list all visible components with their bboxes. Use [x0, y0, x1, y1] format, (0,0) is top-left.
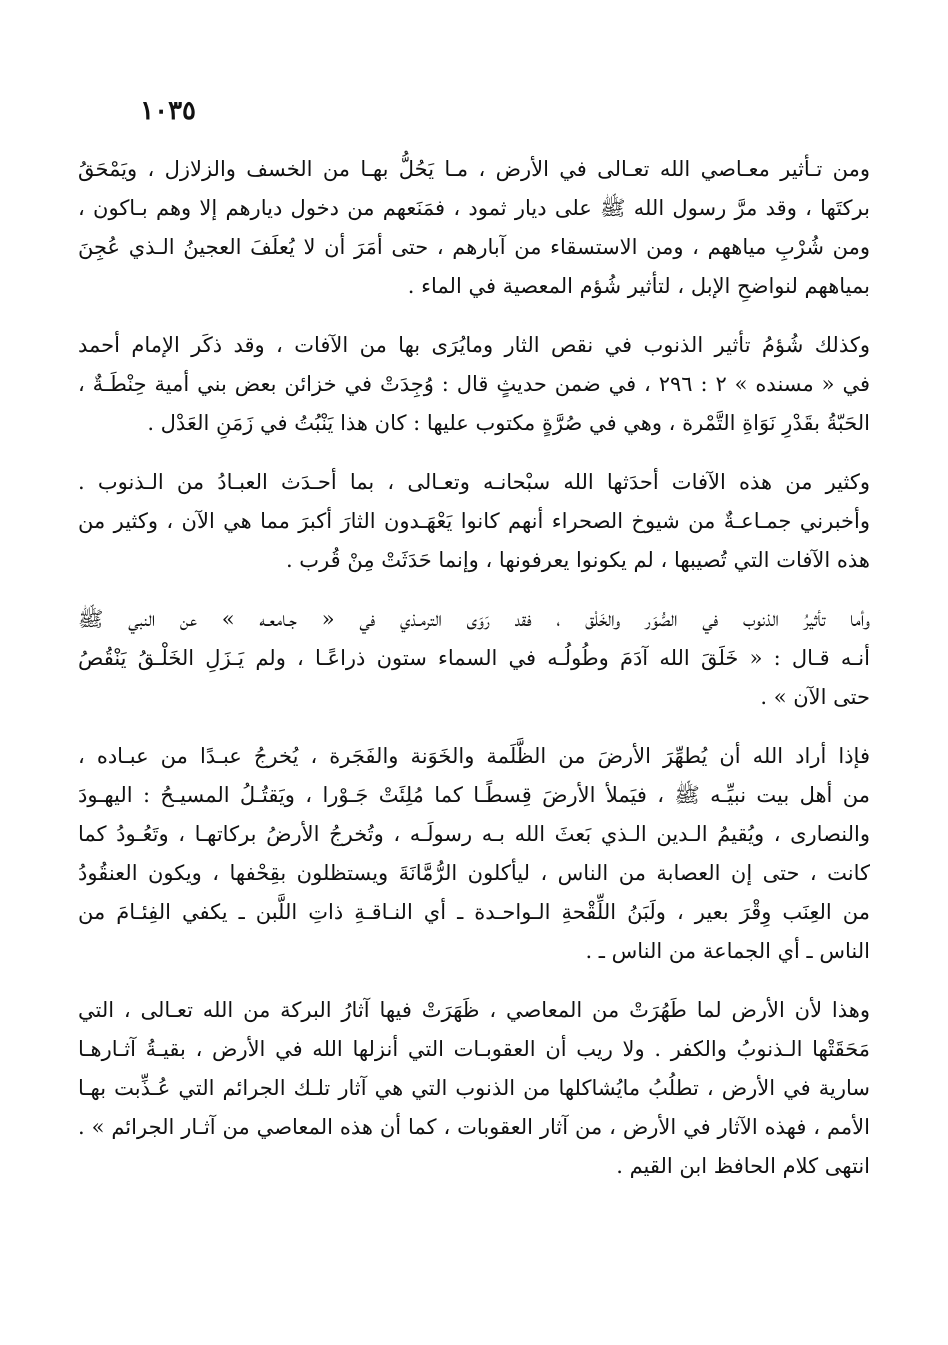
text-line: الحَبّةُ بقَدْرِ نَوَاةِ التَّمْرة ، وهي في صُرَّةٍ مكتوب عليها : كان هذا يَنْبُتُ في زَمَنِ العَدْل . [147, 411, 870, 435]
page-number: ١٠٣٥ [140, 96, 196, 126]
paragraph-3 [78, 463, 870, 580]
paragraph-5 [78, 737, 870, 971]
text-line: حتى الآن » . [760, 685, 870, 709]
paragraph-4 [78, 600, 870, 717]
text-line: وأما تأثيرُ الذنوب في الصُّوَر والخَلْق ، فقد رَوَى الترمـذي في « جـامعـه » عن النبي ﷺ [78, 607, 870, 631]
text-line: الناس ـ أي الجماعة من الناس ـ . [585, 939, 870, 963]
text-line: وهذا لأن الأرض لما طَهُرَتْ من المعاصي ، ظَهَرَتْ فيها آثارُ البركة من الله تعـالى ، التي [78, 998, 870, 1022]
text-line: فإذا أراد الله أن يُطهِّرَ الأرضَ من الظَّلَمة والخَوَنة والفَجَرة ، يُخرجُ عبـدًا من عبـاده ، [78, 744, 870, 768]
body-text [78, 150, 870, 1206]
text-line: والنصارى ، ويُقيمُ الـدين الـذي بَعثَ الله بـه رسولَـه ، وتُخرجُ الأرضُ بركاتهـا ، وتَعُـودُ كما [78, 822, 870, 846]
paragraph-2 [78, 326, 870, 443]
text-line: هذه الآفات التي تُصيبها ، لم يكونوا يعرفونها ، وإنما حَدَثَتْ مِنْ قُرب . [285, 548, 870, 572]
text-line: انتهى كلام الحافظ ابن القيم . [616, 1154, 870, 1178]
text-line: وكثير من هذه الآفات أحدَثها الله سبْحانـه وتعـالى ، بما أحـدَث العبـادُ من الـذنوب . [78, 470, 870, 494]
text-line: من العِنَب وِقْرَ بعير ، ولَبَنُ اللِّقْحةِ الـواحـدة ـ أي النـاقـةِ ذاتِ اللَّبن ـ يكفي الفِئـامَ من [78, 900, 870, 924]
text-line: وكذلك شُؤمُ تأثير الذنوب في نقص الثار ومايُرَى بها من الآفات ، وقد ذكَر الإمام أحمد [78, 333, 870, 357]
paragraph-1 [78, 150, 870, 306]
text-line: أنـه قـال : « خَلَقَ الله آدَمَ وطُولُـه في السماء ستون ذراعًـا ، ولم يَـزَلِ الخَلْـقُ يَنْقُصُ [78, 646, 870, 670]
text-line: مَحَقَتْها الـذنوبُ والكفر . ولا ريب أن العقوبـات التي أنزلها الله في الأرض ، بقيـةُ آثـارهـا [78, 1037, 870, 1061]
text-line: كانت ، حتى إن العصابة من الناس ، ليأكلون الرُّمَّانَةَ ويستظلون بقِحْفها ، ويكون العنقُودُ [78, 861, 870, 885]
text-line: من أهل بيت نبيِّـه ﷺ ، فيَملأ الأرضَ قِسطًـا كما مُلِئَتْ جَـوْرا ، ويَقتُـلُ المسيـحُ : اليهـودَ [78, 783, 870, 807]
text-line: بركتَها ، وقد مرَّ رسول الله ﷺ على ديار ثمود ، فمَنَعهم من دخول ديارهم إلا وهم بـاكون ، [78, 196, 870, 220]
text-line: ومن تـأثير معـاصي الله تعـالى في الأرض ، مـا يَحُلُّ بهـا من الخسف والزلازل ، ويَمْحَقُ [78, 157, 870, 181]
text-line: ومن شُرْبِ مياههم ، ومن الاستسقاء من آبارهم ، حتى أمَرَ أن لا يُعلَفَ العجينُ الـذي عُجِنَ [78, 235, 870, 259]
text-line: بمياههم لنواضحِ الإبل ، لتأثير شُؤم المعصية في الماء . [407, 274, 870, 298]
text-line: سارية في الأرض ، تطلُبُ مايُشاكلها من الذنوب التي هي آثار تلـك الجرائم التي عُـذِّبت بهـا [78, 1076, 870, 1100]
text-line: الأمم ، فهذه الآثار في الأرض ، من آثار العقوبات ، كما أن هذه المعاصي من آثـار الجرائم » . [78, 1115, 870, 1139]
paragraph-6 [78, 991, 870, 1186]
text-line: وأخبرني جمـاعـةٌ من شيوخ الصحراء أنهم كانوا يَعْهَـدون الثارَ أكبرَ مما هي الآن ، وكثير من [78, 509, 870, 533]
text-line: في « مسنده » ٢ : ٢٩٦ ، في ضمن حديثٍ قال : وُجِدَتْ في خزائن بعض بني أمية حِنْطَـةٌ ، [78, 372, 870, 396]
